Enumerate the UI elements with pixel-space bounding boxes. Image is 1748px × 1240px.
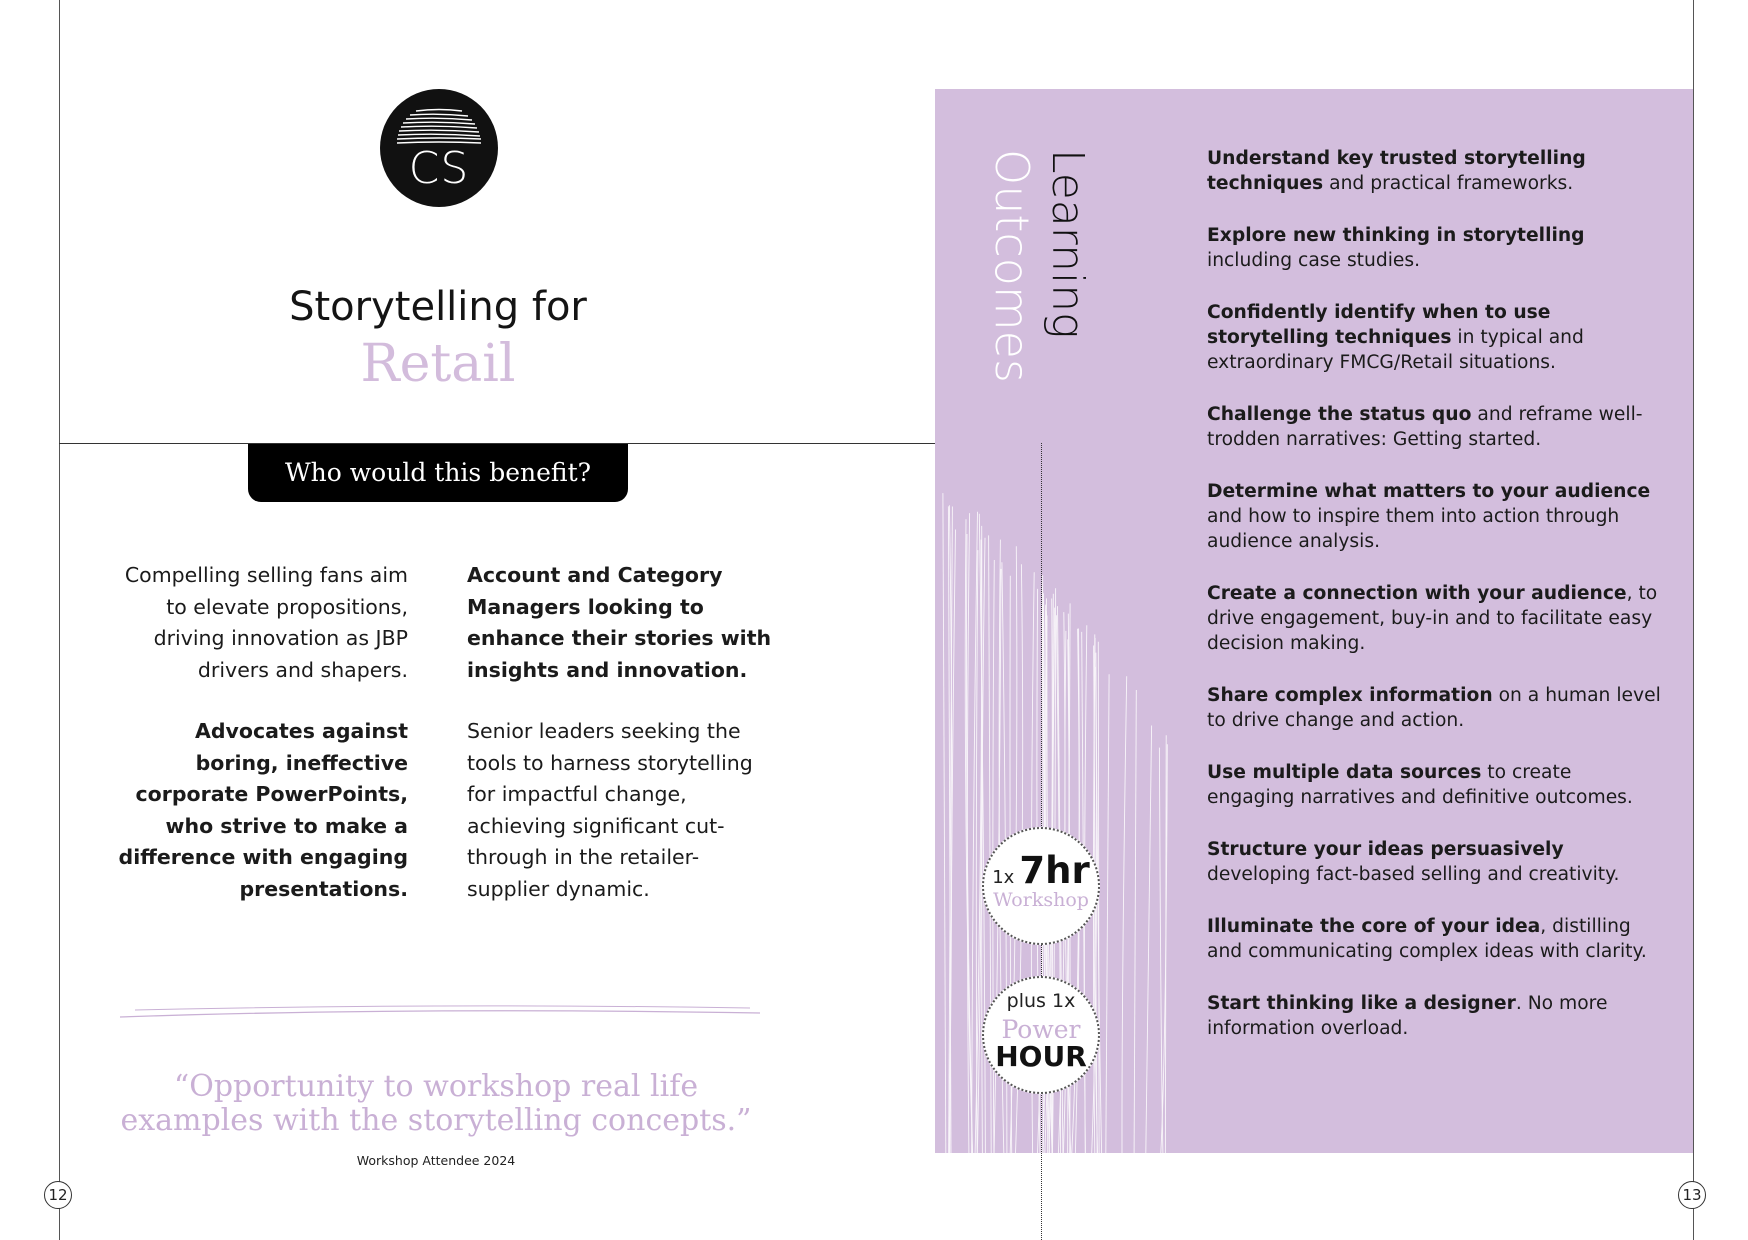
right-page-edge [1693,0,1694,1240]
benefit-paragraph: Senior leaders seeking the tools to harness storytelling for impactful change, achieving significant cut-through in the retailer-supplier dynamic. [467,719,753,901]
left-page-edge [59,0,60,1240]
outcome-item: Determine what matters to your audience and how to inspire them into action through audience analysis. [1207,481,1651,552]
texture-stroke [943,493,946,1153]
texture-stroke [1134,690,1136,1153]
testimonial-quote: “Opportunity to workshop real life examples with the storytelling concepts.” [120,1069,752,1138]
page-number-left: 12 [44,1181,72,1209]
texture-stroke [1122,676,1127,1153]
outcome-item: Illuminate the core of your idea, distilling and communicating complex ideas with clarity. [1207,916,1647,962]
outcome-item: Share complex information on a human level to drive change and action. [1207,685,1661,731]
cs-logo [380,89,498,207]
outcome-item: Understand key trusted storytelling techniques and practical frameworks. [1207,148,1586,194]
benefit-column-left [108,560,408,935]
outcome-item: Confidently identify when to use storytelling techniques in typical and extraordinary FMCG/Retail situations. [1207,302,1584,373]
power-hour-line3: HOUR [995,1040,1087,1073]
decorative-scribble [110,995,770,1025]
outcome-item: Create a connection with your audience, to drive engagement, buy-in and to facilitate easy decision making. [1207,583,1658,654]
workshop-duration: 7hr [1019,849,1090,892]
texture-stroke [967,513,969,1153]
outcome-item: Start thinking like a designer. No more information overload. [1207,993,1608,1039]
outcome-item: Challenge the status quo and reframe well-trodden narratives: Getting started. [1207,404,1643,450]
title-line-1: Storytelling for [289,284,587,330]
workshop-label: Workshop [993,889,1089,911]
learning-heading: Learning [1042,149,1093,339]
workshop-count: 1x [992,867,1015,888]
benefit-paragraph: Account and Category Managers looking to enhance their stories with insights and innovation. [467,563,772,682]
title-line-2: Retail [360,334,516,394]
outcome-item: Explore new thinking in storytelling including case studies. [1207,225,1585,271]
texture-stroke [1146,726,1152,1154]
texture-stroke [1159,748,1163,1153]
benefit-paragraph: Advocates against boring, ineffective corporate PowerPoints, who strive to make a difference with engaging presentations. [118,719,408,901]
power-hour-line1: plus 1x [1006,990,1076,1012]
benefit-heading: Who would this benefit? [248,444,628,502]
power-hour-badge [982,976,1100,1094]
outcomes-heading: Outcomes [985,149,1039,383]
power-hour-line2: Power [1001,1015,1081,1044]
outcome-item: Structure your ideas persuasively developing fact-based selling and creativity. [1207,839,1620,885]
page-number-right: 13 [1678,1181,1706,1209]
workshop-badge [982,827,1100,945]
texture-stroke [1106,674,1109,1153]
benefit-paragraph: Compelling selling fans aim to elevate propositions, driving innovation as JBP drivers and shapers. [124,563,408,682]
learning-outcomes-list [1207,146,1662,1068]
outcome-item: Use multiple data sources to create engaging narratives and definitive outcomes. [1207,762,1633,808]
logo-text: CS [408,143,470,194]
quote-attribution: Workshop Attendee 2024 [356,1153,516,1168]
benefit-column-right [467,560,777,935]
